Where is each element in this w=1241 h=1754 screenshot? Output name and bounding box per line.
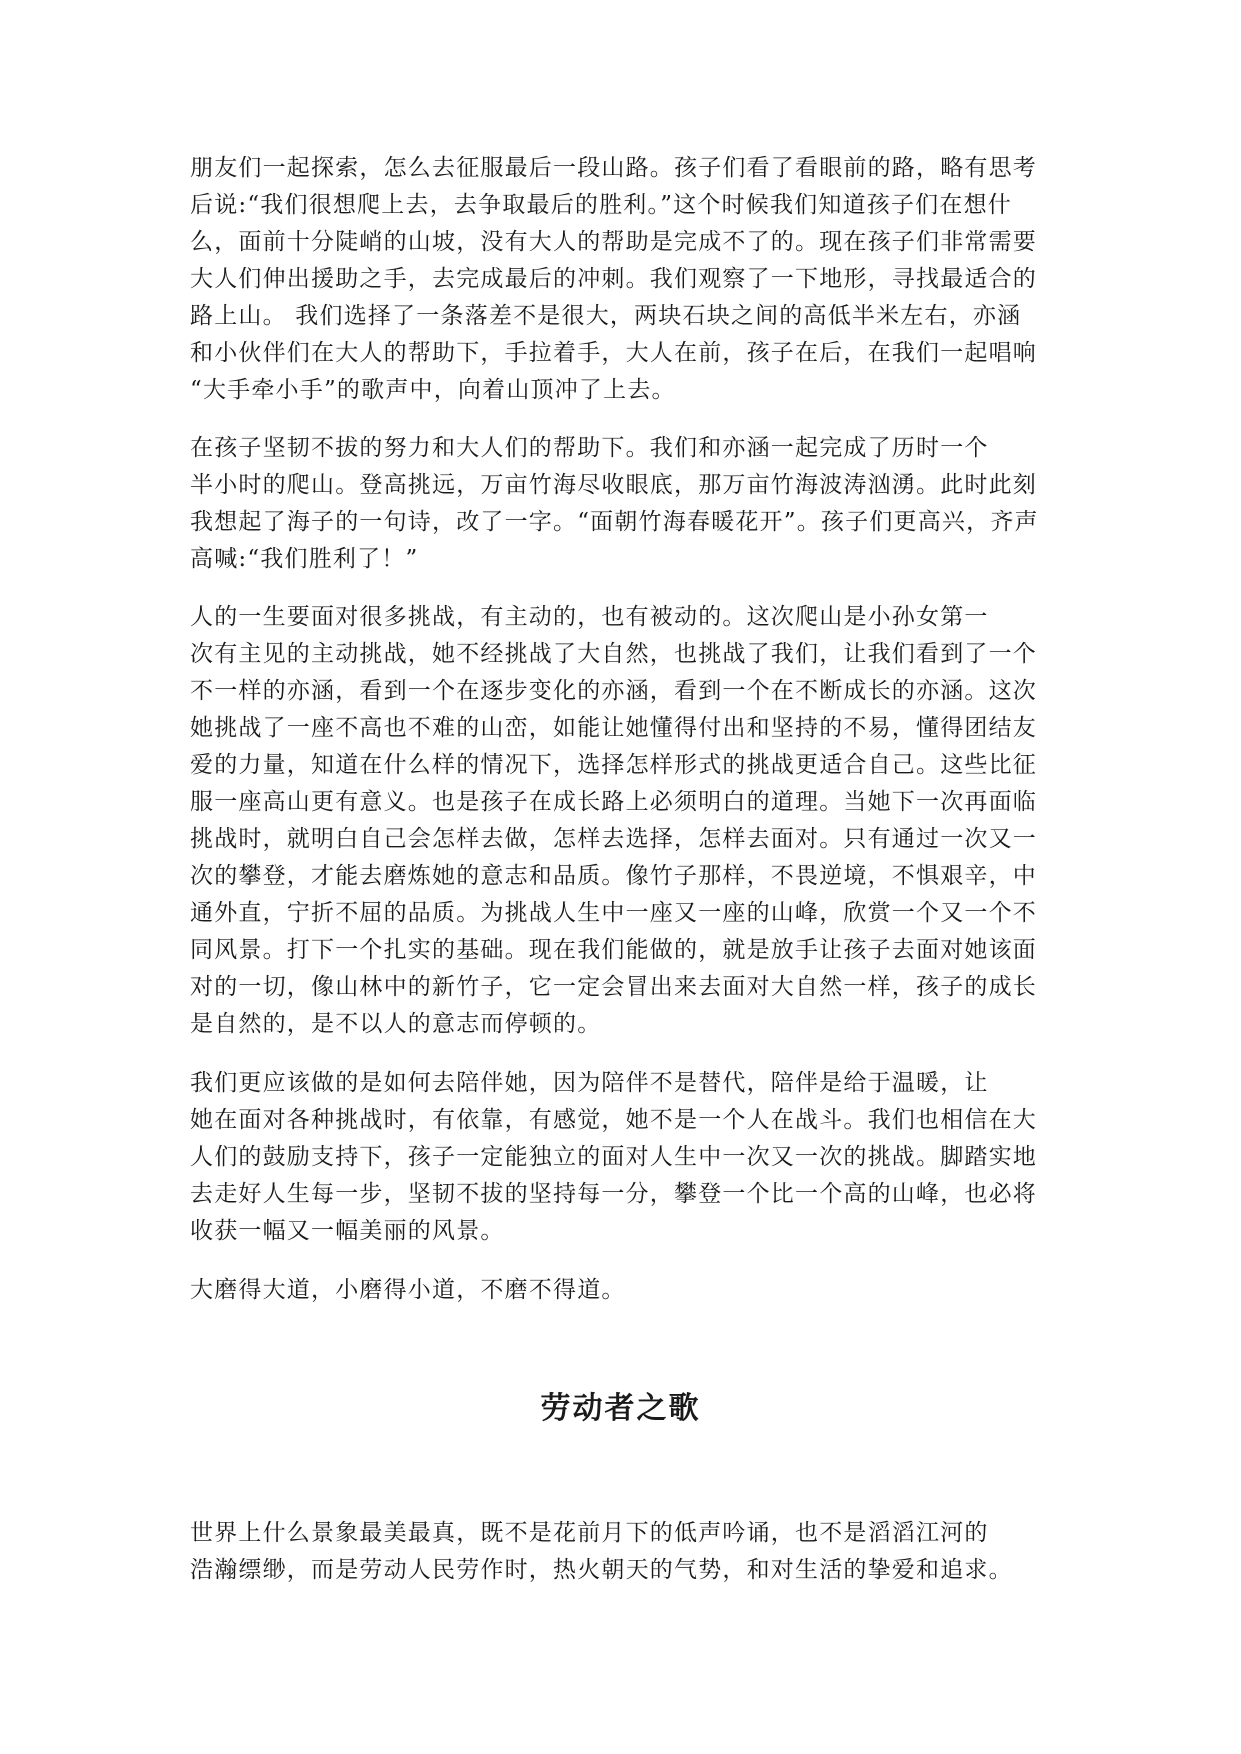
text-line: 通外直，宁折不屈的品质。为挑战人生中一座又一座的山峰，欣赏一个又一个不 xyxy=(190,900,1037,926)
text-line: 高喊:“我们胜利了！” xyxy=(190,546,419,572)
text-line: 次有主见的主动挑战，她不经挑战了大自然，也挑战了我们，让我们看到了一个 xyxy=(190,641,1037,667)
text-line: 同风景。打下一个扎实的基础。现在我们能做的，就是放手让孩子去面对她该面 xyxy=(190,937,1037,963)
text-line: 爱的力量，知道在什么样的情况下，选择怎样形式的挑战更适合自己。这些比征 xyxy=(190,752,1037,778)
text-line: 后说:“我们很想爬上去，去争取最后的胜利。”这个时候我们知道孩子们在想什 xyxy=(190,192,1012,218)
text-line: 去走好人生每一步，坚韧不拔的坚持每一分，攀登一个比一个高的山峰，也必将 xyxy=(190,1181,1037,1207)
text-line: 人们的鼓励支持下，孩子一定能独立的面对人生中一次又一次的挑战。脚踏实地 xyxy=(190,1144,1037,1170)
text-line: 和小伙伴们在大人的帮助下，手拉着手，大人在前，孩子在后，在我们一起唱响 xyxy=(190,340,1037,366)
paragraph-labor-intro xyxy=(190,1515,1060,1589)
text-line: 服一座高山更有意义。也是孩子在成长路上必须明白的道理。当她下一次再面临 xyxy=(190,789,1037,815)
text-line: 收获一幅又一幅美丽的风景。 xyxy=(190,1218,505,1244)
paragraph-climb-final-path xyxy=(190,150,1060,409)
text-line: 么，面前十分陡峭的山坡，没有大人的帮助是完成不了的。现在孩子们非常需要 xyxy=(190,229,1037,255)
text-line: 她在面对各种挑战时，有依靠，有感觉，她不是一个人在战斗。我们也相信在大 xyxy=(190,1107,1037,1133)
section-title: 劳动者之歌 xyxy=(540,1391,701,1426)
text-line: 朋友们一起探索，怎么去征服最后一段山路。孩子们看了看眼前的路，略有思考 xyxy=(190,155,1037,181)
text-line: 人的一生要面对很多挑战，有主动的，也有被动的。这次爬山是小孙女第一 xyxy=(190,604,989,630)
text-line: 我们更应该做的是如何去陪伴她，因为陪伴不是替代，陪伴是给于温暖，让 xyxy=(190,1070,989,1096)
text-line: 世界上什么景象最美最真，既不是花前月下的低声吟诵，也不是滔滔江河的 xyxy=(190,1520,989,1546)
paragraph-companionship xyxy=(190,1065,1060,1250)
text-line: 路上山。 我们选择了一条落差不是很大，两块石块之间的高低半米左右，亦涵 xyxy=(190,303,1022,329)
paragraph-reached-summit xyxy=(190,430,1060,578)
text-line: “大手牵小手”的歌声中，向着山顶冲了上去。 xyxy=(190,377,676,403)
paragraph-life-challenges xyxy=(190,599,1060,1043)
text-line: 浩瀚缥缈，而是劳动人民劳作时，热火朝天的气势，和对生活的挚爱和追求。 xyxy=(190,1557,1013,1583)
text-line: 对的一切，像山林中的新竹子，它一定会冒出来去面对大自然一样，孩子的成长 xyxy=(190,974,1037,1000)
text-line: 大磨得大道，小磨得小道，不磨不得道。 xyxy=(190,1277,626,1303)
text-line: 挑战时，就明白自己会怎样去做，怎样去选择，怎样去面对。只有通过一次又一 xyxy=(190,826,1037,852)
paragraph-proverb xyxy=(190,1272,1060,1309)
text-line: 在孩子坚韧不拔的努力和大人们的帮助下。我们和亦涵一起完成了历时一个 xyxy=(190,435,989,461)
text-line: 不一样的亦涵，看到一个在逐步变化的亦涵，看到一个在不断成长的亦涵。这次 xyxy=(190,678,1037,704)
text-line: 次的攀登，才能去磨炼她的意志和品质。像竹子那样，不畏逆境，不惧艰辛，中 xyxy=(190,863,1037,889)
text-line: 是自然的，是不以人的意志而停顿的。 xyxy=(190,1011,602,1037)
text-line: 大人们伸出援助之手，去完成最后的冲刺。我们观察了一下地形，寻找最适合的 xyxy=(190,266,1037,292)
text-line: 半小时的爬山。登高挑远，万亩竹海尽收眼底，那万亩竹海波涛汹湧。此时此刻 xyxy=(190,472,1037,498)
text-line: 她挑战了一座不高也不难的山峦，如能让她懂得付出和坚持的不易，懂得团结友 xyxy=(190,715,1037,741)
text-line: 我想起了海子的一句诗，改了一字。“面朝竹海春暖花开”。孩子们更高兴，齐声 xyxy=(190,509,1039,535)
